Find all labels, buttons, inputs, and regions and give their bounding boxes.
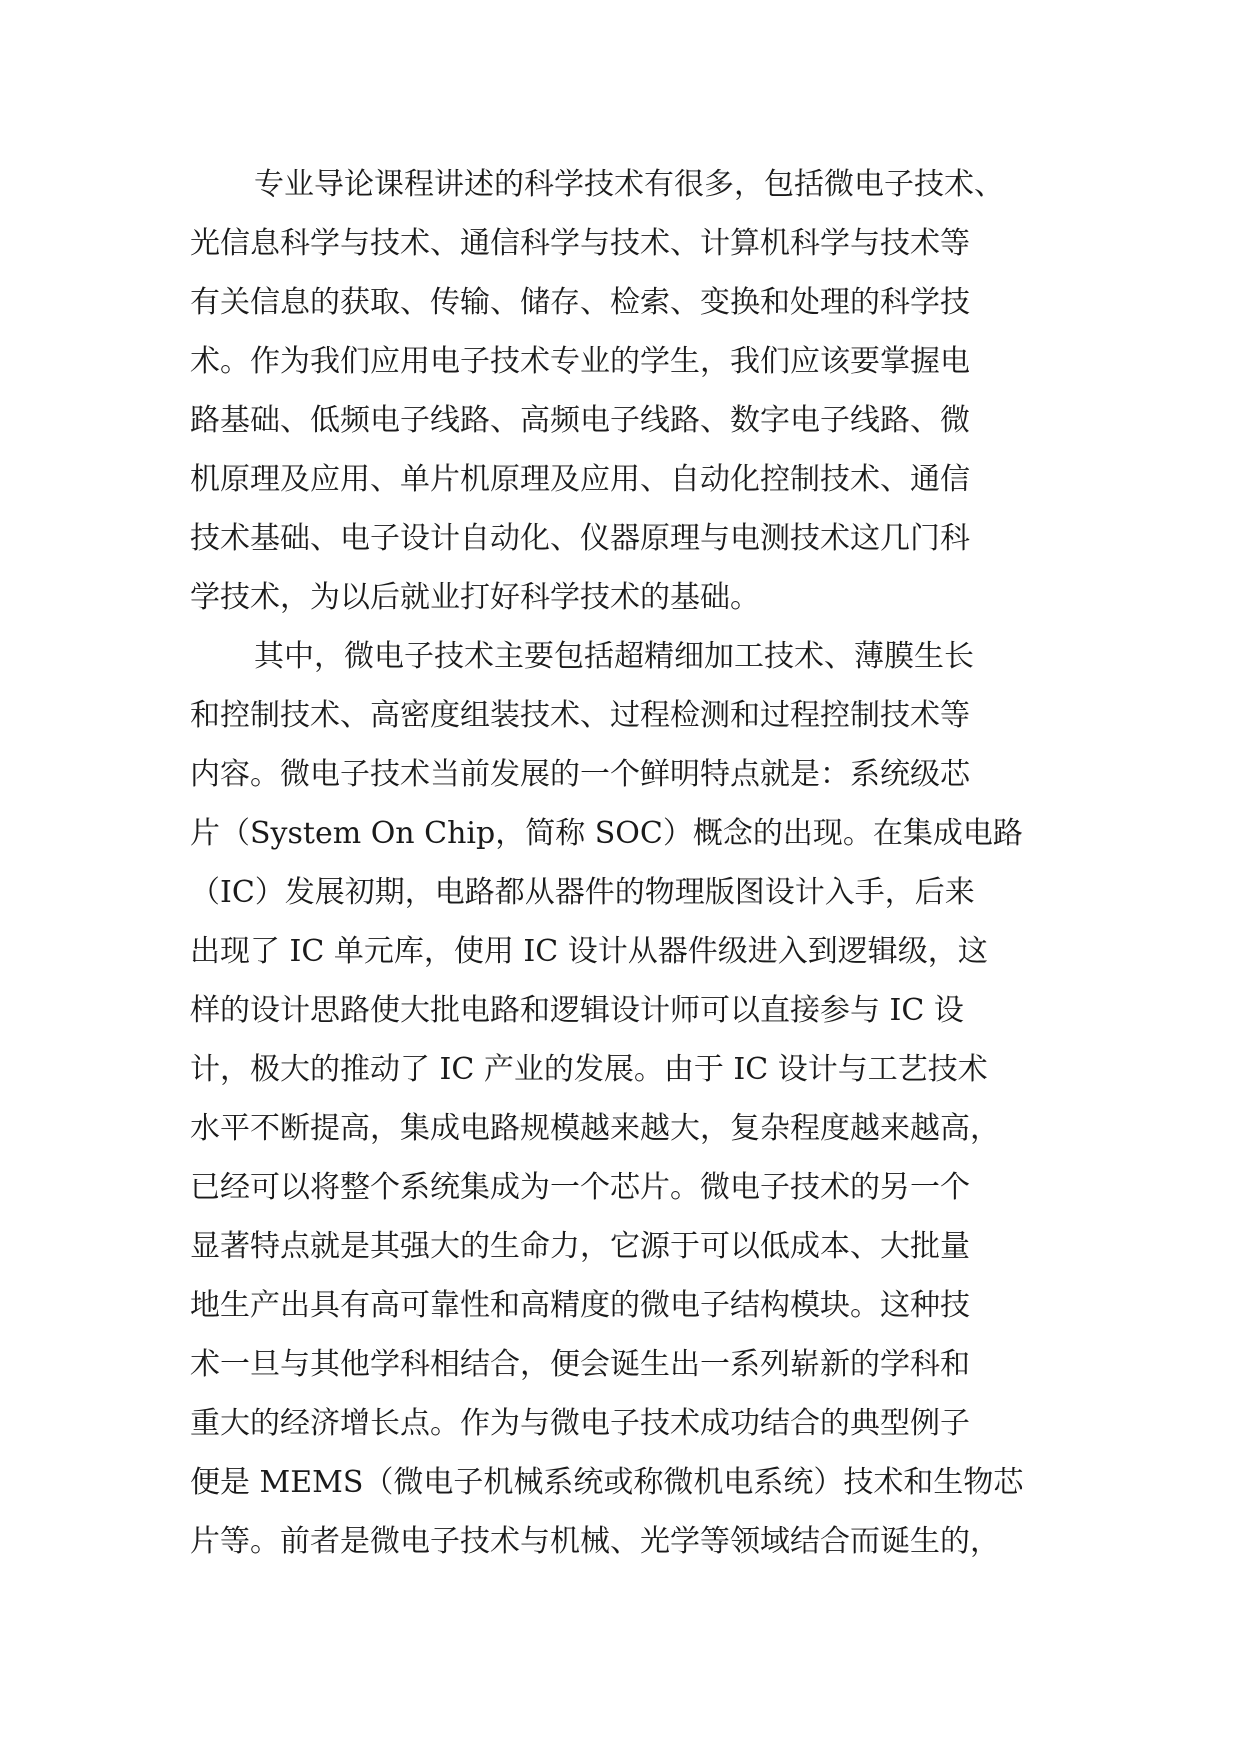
- paragraph-line: 有关信息的获取、传输、储存、检索、变换和处理的科学技: [190, 285, 970, 320]
- paragraph-1: [190, 155, 1070, 627]
- paragraph-line: 路基础、低频电子线路、高频电子线路、数字电子线路、微: [190, 403, 970, 438]
- paragraph-line: 水平不断提高，集成电路规模越来越大，复杂程度越来越高，: [190, 1111, 1000, 1146]
- paragraph-line: 重大的经济增长点。作为与微电子技术成功结合的典型例子: [190, 1406, 970, 1441]
- paragraph-2: [190, 627, 1070, 1571]
- paragraph-line: 机原理及应用、单片机原理及应用、自动化控制技术、通信: [190, 462, 970, 497]
- paragraph-line: 术一旦与其他学科相结合，便会诞生出一系列崭新的学科和: [190, 1347, 970, 1382]
- paragraph-line: 内容。微电子技术当前发展的一个鲜明特点就是：系统级芯: [190, 757, 970, 792]
- paragraph-line: 便是 MEMS（微电子机械系统或称微机电系统）技术和生物芯: [190, 1465, 1024, 1500]
- paragraph-line: 显著特点就是其强大的生命力，它源于可以低成本、大批量: [190, 1229, 970, 1264]
- paragraph-line: 术。作为我们应用电子技术专业的学生，我们应该要掌握电: [190, 344, 970, 379]
- paragraph-line: 地生产出具有高可靠性和高精度的微电子结构模块。这种技: [190, 1288, 970, 1323]
- paragraph-line: 学技术，为以后就业打好科学技术的基础。: [190, 580, 760, 615]
- paragraph-line: 和控制技术、高密度组装技术、过程检测和过程控制技术等: [190, 698, 970, 733]
- paragraph-line: 专业导论课程讲述的科学技术有很多，包括微电子技术、: [254, 167, 1004, 202]
- paragraph-line: 片等。前者是微电子技术与机械、光学等领域结合而诞生的，: [190, 1524, 1000, 1559]
- paragraph-line: （IC）发展初期，电路都从器件的物理版图设计入手，后来: [190, 875, 975, 910]
- paragraph-line: 技术基础、电子设计自动化、仪器原理与电测技术这几门科: [190, 521, 970, 556]
- paragraph-line: 光信息科学与技术、通信科学与技术、计算机科学与技术等: [190, 226, 970, 261]
- body-text: [190, 155, 1070, 1571]
- paragraph-line: 其中，微电子技术主要包括超精细加工技术、薄膜生长: [254, 639, 974, 674]
- paragraph-line: 样的设计思路使大批电路和逻辑设计师可以直接参与 IC 设: [190, 993, 964, 1028]
- paragraph-line: 已经可以将整个系统集成为一个芯片。微电子技术的另一个: [190, 1170, 970, 1205]
- paragraph-line: 片（System On Chip，简称 SOC）概念的出现。在集成电路: [190, 816, 1023, 851]
- paragraph-line: 出现了 IC 单元库，使用 IC 设计从器件级进入到逻辑级，这: [190, 934, 988, 969]
- paragraph-line: 计，极大的推动了 IC 产业的发展。由于 IC 设计与工艺技术: [190, 1052, 988, 1087]
